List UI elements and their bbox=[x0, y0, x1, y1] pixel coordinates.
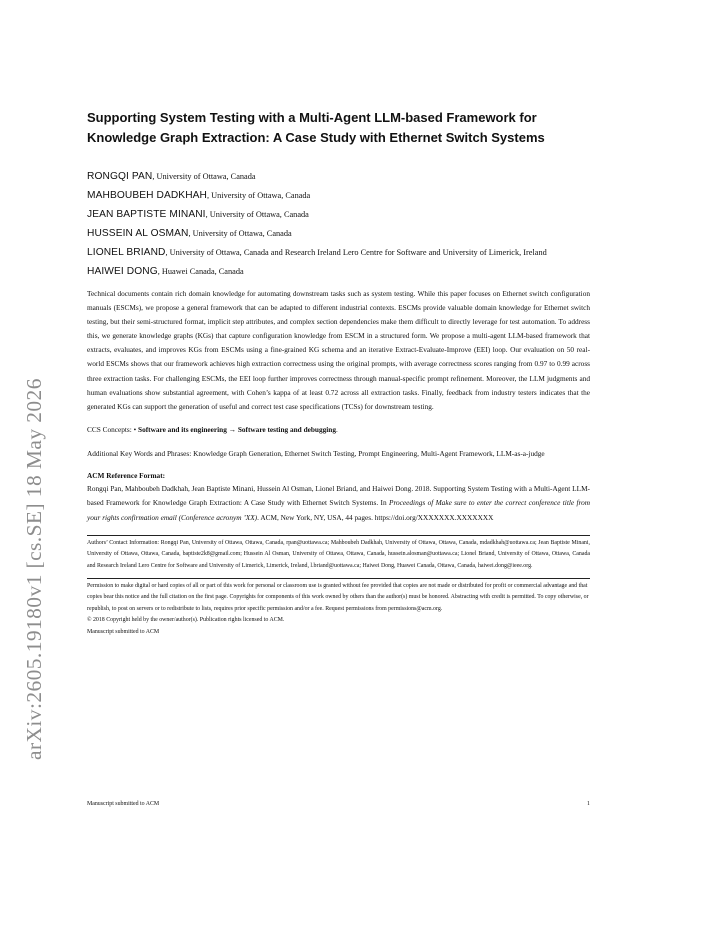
reference-venue: Proceedings of Make sure to enter the correct conference title from your rights confirmation email (Conference acronym ’XX) bbox=[87, 498, 590, 522]
page-number: 1 bbox=[587, 801, 590, 807]
author-name: LIONEL BRIAND bbox=[87, 247, 166, 258]
author-name: RONGQI PAN bbox=[87, 171, 153, 182]
author-entry bbox=[87, 224, 590, 243]
author-entry bbox=[87, 262, 590, 281]
footer-label: Manuscript submitted to ACM bbox=[87, 801, 160, 807]
author-contact-info: Authors’ Contact Information: Rongqi Pan, University of Ottawa, Ottawa, Canada, rpan@uottawa.ca; Mahboubeh Dadkhah, University of Ottawa, Ottawa, Canada, mdadkhah@uottawa.ca; Jean Baptiste Minani, University of Ottawa, Ottawa, Canada, baptiste2k8@gmail.com; Hussein Al Osman, University of Ottawa, Ottawa, Canada, hussein.alosman@uottawa.ca; Lionel Briand, University of Ottawa, Ottawa, Canada and Research Ireland Lero Centre for Software and University of Limerick, Limerick, Ireland, l.briand@uottawa.ca; Haiwei Dong, Huawei Canada, Ottawa, Canada, haiwei.dong@ieee.org. bbox=[87, 539, 590, 569]
abstract: Technical documents contain rich domain knowledge for automating downstream tasks such as system testing. While this paper focuses on Ethernet switch configuration manuals (ESCMs), we propose a general framework that can be adapted to different industrial contexts. ESCMs provide valuable domain knowledge for Ethernet switch testing, but their semi-structured format, implicit step attributes, and complex section dependencies make them difficult to directly leverage for test automation. To address this, we generate knowledge graphs (KGs) that capture configuration knowledge from ESCM in a structured form. We propose a multi-agent LLM-based framework that extracts, evaluates, and improves KGs from ESCMs using a fine-grained KG schema and an iterative Extract-Evaluate-Improve (EEI) loop. Our evaluation on 50 real-world ESCMs shows that our framework achieves high extraction correctness using the original prompts, with average correctness scores ranging from 0.97 to 0.99 across three extraction tasks. For challenging ESCMs, the EEI loop further improves correctness through manual-specific prompt refinement. Moreover, the LLM judgments and human evaluations show substantial agreement, with Cohen’s kappa of at least 0.72 across all extraction tasks. Finally, feedback from industry testers indicates that the generated KGs can support the generation of useful and correct test case specifications (TCSs) for downstream testing. bbox=[87, 289, 590, 411]
divider bbox=[87, 535, 590, 536]
author-entry bbox=[87, 243, 590, 262]
author-name: MAHBOUBEH DADKHAH bbox=[87, 190, 208, 201]
author-name: HAIWEI DONG bbox=[87, 266, 158, 277]
author-entry bbox=[87, 205, 590, 224]
author-entry bbox=[87, 167, 590, 186]
author-affiliation: , University of Ottawa, Canada bbox=[152, 172, 256, 181]
title-line-1: Supporting System Testing with a Multi-Agent LLM-based Framework for bbox=[87, 110, 537, 125]
author-entry bbox=[87, 186, 590, 205]
reference-format-text bbox=[87, 482, 590, 525]
author-affiliation: , University of Ottawa, Canada bbox=[207, 191, 311, 200]
reference-text-end: . ACM, New York, NY, USA, 44 pages. https://doi.org/XXXXXXX.XXXXXXX bbox=[257, 512, 494, 522]
ccs-arrow: → bbox=[226, 424, 238, 434]
arxiv-stamp: arXiv:2605.19180v1 [cs.SE] 18 May 2026 bbox=[22, 378, 46, 760]
title-line-2: Knowledge Graph Extraction: A Case Study with Ethernet Switch Systems bbox=[87, 130, 545, 145]
paper-title bbox=[87, 108, 590, 148]
author-list bbox=[87, 167, 590, 281]
page-footer bbox=[87, 799, 590, 809]
author-affiliation: , University of Ottawa, Canada bbox=[205, 210, 309, 219]
reference-format-heading: ACM Reference Format: bbox=[87, 471, 166, 481]
ccs-concept-2: Software testing and debugging bbox=[237, 424, 337, 434]
divider bbox=[87, 578, 590, 579]
author-affiliation: , Huawei Canada, Canada bbox=[157, 267, 244, 276]
copyright-notice: © 2018 Copyright held by the owner/author(s). Publication rights licensed to ACM. bbox=[87, 617, 285, 624]
author-name: HUSSEIN AL OSMAN bbox=[87, 228, 189, 239]
permission-notice: Permission to make digital or hard copies of all or part of this work for personal or classroom use is granted without fee provided that copies are not made or distributed for profit or commercial advantage and that copies bear this notice and the full citation on the first page. Copyrights for components of this work owned by others than the author(s) must be honored. Abstracting with credit is permitted. To copy otherwise, or republish, to post on servers or to redistribute to lists, requires prior specific permission and/or a fee. Request permissions from permissions@acm.org. bbox=[87, 583, 589, 612]
ccs-period: . bbox=[336, 424, 338, 434]
manuscript-note: Manuscript submitted to ACM bbox=[87, 628, 160, 635]
keywords: Additional Key Words and Phrases: Knowledge Graph Generation, Ethernet Switch Testing, Prompt Engineering, Multi-Agent Framework, LLM-as-a-judge bbox=[87, 448, 545, 458]
paper-content bbox=[87, 108, 590, 638]
author-affiliation: , University of Ottawa, Canada bbox=[188, 229, 292, 238]
ccs-concept-1: Software and its engineering bbox=[138, 424, 227, 434]
ccs-concepts bbox=[87, 424, 590, 436]
author-affiliation: , University of Ottawa, Canada and Research Ireland Lero Centre for Software and University of Limerick, Ireland bbox=[165, 248, 547, 257]
reference-text-start: Rongqi Pan, Mahboubeh Dadkhah, Jean Baptiste Minani, Hussein Al Osman, Lionel Briand, and Haiwei Dong. 2018. Supporting System Testing with a Multi-Agent LLM-based Framework for Knowledge Graph Extraction: A Case Study with Ethernet Switch Systems. In bbox=[87, 484, 590, 508]
author-name: JEAN BAPTISTE MINANI bbox=[87, 209, 206, 220]
ccs-label: CCS Concepts: • bbox=[87, 424, 139, 434]
